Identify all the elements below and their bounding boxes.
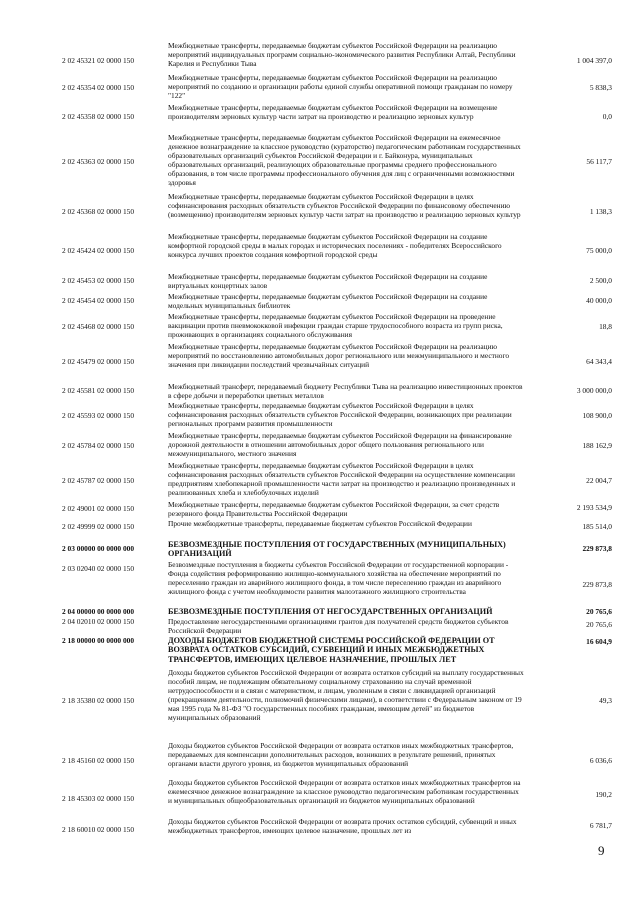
row-amount: 1 004 397,0 <box>576 56 612 65</box>
budget-code: 2 18 45303 02 0000 150 <box>62 794 135 803</box>
budget-code: 2 02 45468 02 0000 150 <box>62 322 135 331</box>
row-description: БЕЗВОЗМЕЗДНЫЕ ПОСТУПЛЕНИЯ ОТ НЕГОСУДАРСТВЕННЫХ ОРГАНИЗАЦИЙ <box>168 607 493 616</box>
row-amount: 2 500,0 <box>589 276 612 285</box>
row-description: Межбюджетные трансферты, передаваемые бюджетам субъектов Российской Федерации на реализацию мероприятий по созданию и организации работы единой службы оперативной помощи гражданам по номеру "122" <box>168 73 513 100</box>
row-amount: 20 765,6 <box>586 607 612 616</box>
row-amount: 22 004,7 <box>586 476 612 485</box>
budget-code: 2 02 49999 02 0000 150 <box>62 522 135 531</box>
row-amount: 20 765,6 <box>586 620 612 629</box>
budget-code: 2 18 35380 02 0000 150 <box>62 696 135 705</box>
row-description: Доходы бюджетов субъектов Российской Федерации от возврата остатков иных межбюджетных трансфертов, передаваемых для компенсации дополнительных расходов, возникших в результате решений, принятых органами власти другого уровня, из бюджетов муниципальных образований <box>168 741 514 768</box>
budget-code: 2 18 00000 00 0000 000 <box>62 636 135 645</box>
budget-code: 2 02 45454 02 0000 150 <box>62 296 135 305</box>
row-description: Прочие межбюджетные трансферты, передаваемые бюджетам субъектов Российской Федерации <box>168 519 472 528</box>
row-description: Безвозмездные поступления в бюджеты субъектов Российской Федерации от государственной корпорации - Фонда содействия реформированию жилищно-коммунального хозяйства на обеспечение мероприятий по переселению граждан из аварийного жилищного фонда, в том числе переселению граждан из аварийного жилищного фонда с учетом необходимости развития малоэтажного жилищного строительства <box>168 560 509 596</box>
budget-code: 2 04 02010 02 0000 150 <box>62 617 135 626</box>
budget-code: 2 18 45160 02 0000 150 <box>62 756 135 765</box>
row-amount: 75 000,0 <box>586 246 612 255</box>
row-amount: 49,3 <box>599 696 612 705</box>
row-amount: 6 781,7 <box>589 821 612 830</box>
row-description: Межбюджетные трансферты, передаваемые бюджетам субъектов Российской Федерации на ежемесячное денежное вознаграждение за классное руководство (кураторство) педагогическим работникам государственных образовательных организаций субъектов Российской Федерации и г. Байконура, муниципальных образовательных организаций, реализующих образовательные программы среднего профессионального образования, в том числе программы профессионального обучения для лиц с ограниченными возможностями здоровья <box>168 133 521 187</box>
row-description: Межбюджетные трансферты, передаваемые бюджетам субъектов Российской Федерации, за счет средств резервного фонда Правительства Российской Федерации <box>168 500 500 518</box>
row-amount: 56 117,7 <box>586 157 612 166</box>
row-description: БЕЗВОЗМЕЗДНЫЕ ПОСТУПЛЕНИЯ ОТ ГОСУДАРСТВЕННЫХ (МУНИЦИПАЛЬНЫХ) ОРГАНИЗАЦИЙ <box>168 540 506 559</box>
row-description: Предоставление негосударственными организациями грантов для получателей средств бюджетов субъектов Российской Федерации <box>168 617 509 635</box>
row-description: Межбюджетные трансферты, передаваемые бюджетам субъектов Российской Федерации на создание модельных муниципальных библиотек <box>168 292 488 310</box>
row-description: Межбюджетный трансферт, передаваемый бюджету Республики Тыва на реализацию инвестиционных проектов в сфере добычи и переработки цветных металлов <box>168 382 523 400</box>
row-amount: 64 343,4 <box>586 357 612 366</box>
row-amount: 185 514,0 <box>582 522 612 531</box>
page-number: 9 <box>598 843 605 858</box>
budget-code: 2 04 00000 00 0000 000 <box>62 607 135 616</box>
row-amount: 188 162,9 <box>582 441 612 450</box>
budget-code: 2 02 45787 02 0000 150 <box>62 476 135 485</box>
row-description: Межбюджетные трансферты, передаваемые бюджетам субъектов Российской Федерации в целях софинансирования расходных обязательств субъектов Российской Федерации по финансовому обеспечению (возмещению) производителям зерновых культур части затрат на производство и реализацию зерновых культур <box>168 192 521 219</box>
row-amount: 3 000 000,0 <box>576 386 612 395</box>
budget-code: 2 18 60010 02 0000 150 <box>62 825 135 834</box>
row-description: Межбюджетные трансферты, передаваемые бюджетам субъектов Российской Федерации в целях софинансирования расходных обязательств субъектов Российской Федерации, возникающих при реализации региональных программ развития промышленности <box>168 401 512 428</box>
budget-code: 2 02 49001 02 0000 150 <box>62 504 135 513</box>
row-amount: 0,0 <box>602 112 612 121</box>
row-amount: 16 604,9 <box>586 637 612 646</box>
row-amount: 1 138,3 <box>589 207 612 216</box>
row-description: Межбюджетные трансферты, передаваемые бюджетам субъектов Российской Федерации на возмещение производителям зерновых культур части затрат на производство и реализацию зерновых культур <box>168 103 498 121</box>
row-description: Межбюджетные трансферты, передаваемые бюджетам субъектов Российской Федерации на создание комфортной городской среды в малых городах и исторических поселениях - победителях Всероссийского конкурса лучших проектов создания комфортной городской среды <box>168 232 502 259</box>
budget-code: 2 03 00000 00 0000 000 <box>62 544 135 553</box>
row-description: Межбюджетные трансферты, передаваемые бюджетам субъектов Российской Федерации на реализацию мероприятий по восстановлению автомобильных дорог регионального или межмуниципального и местного значения при ликвидации последствий чрезвычайных ситуаций <box>168 342 510 369</box>
row-description: Межбюджетные трансферты, передаваемые бюджетам субъектов Российской Федерации в целях софинансирования расходных обязательств субъектов Российской Федерации на осуществление компенсации предприятиям хлебопекарной промышленности части затрат на производство и реализацию произведенных и реализованных хлеба и хлебобулочных изделий <box>168 461 516 497</box>
row-amount: 108 900,0 <box>582 411 612 420</box>
row-description: Доходы бюджетов субъектов Российской Федерации от возврата остатков субсидий на выплату государственных пособий лицам, не подлежащим обязательному социальному страхованию на случай временной нетрудоспособности и в связи с материнством, и лицам, уволенным в связи с ликвидацией организаций (прекращением деятельности, полномочий физическими лицами), в соответствии с Федеральным законом от 19 мая 1995 года № 81-ФЗ "О государственных пособиях гражданам, имеющим детей" из бюджетов муниципальных образований <box>168 668 524 722</box>
row-amount: 229 873,8 <box>582 544 612 553</box>
budget-code: 2 02 45358 02 0000 150 <box>62 112 135 121</box>
row-description: Межбюджетные трансферты, передаваемые бюджетам субъектов Российской Федерации на реализацию мероприятий индивидуальных программ социально-экономического развития Республики Алтай, Республики Карелия и Республики Тыва <box>168 41 516 68</box>
row-description: Межбюджетные трансферты, передаваемые бюджетам субъектов Российской Федерации на финансирование дорожной деятельности в отношении автомобильных дорог общего пользования регионального или межмуниципального, местного значения <box>168 431 512 458</box>
row-amount: 18,8 <box>599 322 612 331</box>
row-description: Доходы бюджетов субъектов Российской Федерации от возврата остатков иных межбюджетных трансфертов на ежемесячное денежное вознаграждение за классное руководство педагогическим работникам государственных и муниципальных общеобразовательных организаций из бюджетов муниципальных образований <box>168 778 521 805</box>
budget-code: 2 02 45363 02 0000 150 <box>62 157 135 166</box>
budget-code: 2 02 45368 02 0000 150 <box>62 207 135 216</box>
row-description: Межбюджетные трансферты, передаваемые бюджетам субъектов Российской Федерации на создание виртуальных концертных залов <box>168 272 488 290</box>
row-amount: 229 873,8 <box>582 580 612 589</box>
budget-code: 2 02 45354 02 0000 150 <box>62 83 135 92</box>
row-description: ДОХОДЫ БЮДЖЕТОВ БЮДЖЕТНОЙ СИСТЕМЫ РОССИЙСКОЙ ФЕДЕРАЦИИ ОТ ВОЗВРАТА ОСТАТКОВ СУБСИДИЙ, СУБВЕНЦИЙ И ИНЫХ МЕЖБЮДЖЕТНЫХ ТРАНСФЕРТОВ, ИМЕЮЩИХ ЦЕЛЕВОЕ НАЗНАЧЕНИЕ, ПРОШЛЫХ ЛЕТ <box>168 636 495 664</box>
budget-code: 2 02 45784 02 0000 150 <box>62 441 135 450</box>
budget-code: 2 02 45321 02 0000 150 <box>62 56 135 65</box>
row-amount: 5 838,3 <box>589 83 612 92</box>
budget-code: 2 02 45593 02 0000 150 <box>62 411 135 420</box>
budget-code: 2 02 45453 02 0000 150 <box>62 276 135 285</box>
row-description: Доходы бюджетов субъектов Российской Федерации от возврата прочих остатков субсидий, субвенций и иных межбюджетных трансфертов, имеющих целевое назначение, прошлых лет из <box>168 817 517 835</box>
budget-code: 2 02 45479 02 0000 150 <box>62 357 135 366</box>
row-amount: 40 000,0 <box>586 296 612 305</box>
budget-code: 2 03 02040 02 0000 150 <box>62 564 135 573</box>
budget-code: 2 02 45581 02 0000 150 <box>62 386 135 395</box>
row-description: Межбюджетные трансферты, передаваемые бюджетам субъектов Российской Федерации на проведение вакцинации против пневмококковой инфекции граждан старше трудоспособного возраста из групп риска, проживающих в организациях социального обслуживания <box>168 312 503 339</box>
budget-code: 2 02 45424 02 0000 150 <box>62 246 135 255</box>
row-amount: 190,2 <box>595 790 612 799</box>
row-amount: 2 193 534,9 <box>576 503 612 512</box>
row-amount: 6 036,6 <box>589 756 612 765</box>
